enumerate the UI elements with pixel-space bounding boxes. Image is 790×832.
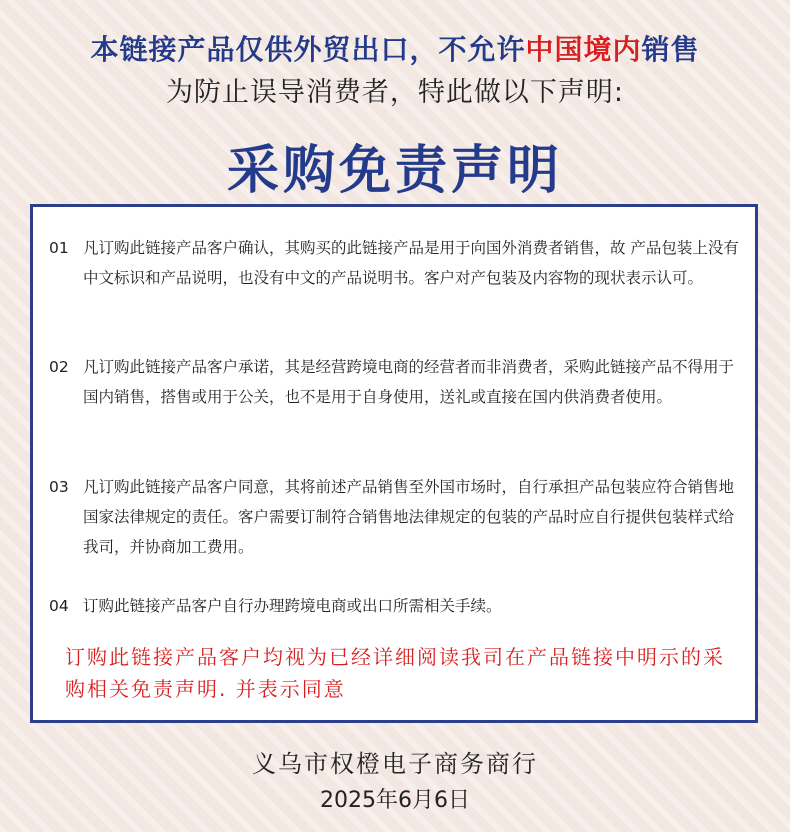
headline-highlight: 中国境内 <box>525 33 642 66</box>
clause-text: 订购此链接产品客户自行办理跨境电商或出口所需相关手续。 <box>83 597 502 615</box>
subheadline: 为防止误导消费者，特此做以下声明: <box>165 77 625 108</box>
disclaimer-panel <box>30 204 758 723</box>
clause-text: 凡订购此链接产品客户确认，其购买的此链接产品是用于向国外消费者销售，故 产品包装上没有中文标识和产品说明，也没有中文的产品说明书。客户对产包装及内容物的现状表示认可。 <box>83 239 739 287</box>
company-name: 义乌市权橙电子商务商行 <box>252 750 538 778</box>
clause-text: 凡订购此链接产品客户承诺，其是经营跨境电商的经营者而非消费者，采购此链接产品不得用于国内销售，搭售或用于公关，也不是用于自身使用，送礼或直接在国内供消费者使用。 <box>83 358 735 406</box>
agreement-notice: 订购此链接产品客户均视为已经详细阅读我司在产品链接中明示的采购相关免责声明. 并表示同意 <box>65 645 725 701</box>
clause-number: 02 <box>49 358 69 376</box>
issue-date: 2025年6月6日 <box>320 788 470 813</box>
headline-part1: 本链接产品仅供外贸出口，不允许 <box>90 33 526 66</box>
headline-part2: 销售 <box>641 33 700 66</box>
clause-number: 03 <box>49 478 69 496</box>
page-title: 采购免责声明 <box>226 141 563 201</box>
clause-number: 04 <box>49 597 69 615</box>
clause-text: 凡订购此链接产品客户同意，其将前述产品销售至外国市场时，自行承担产品包装应符合销售地国家法律规定的责任。客户需要订制符合销售地法律规定的包装的产品时应自行提供包装样式给我司，并协商加工费用。 <box>83 478 735 556</box>
clause-number: 01 <box>49 239 69 257</box>
headline <box>0 28 790 68</box>
